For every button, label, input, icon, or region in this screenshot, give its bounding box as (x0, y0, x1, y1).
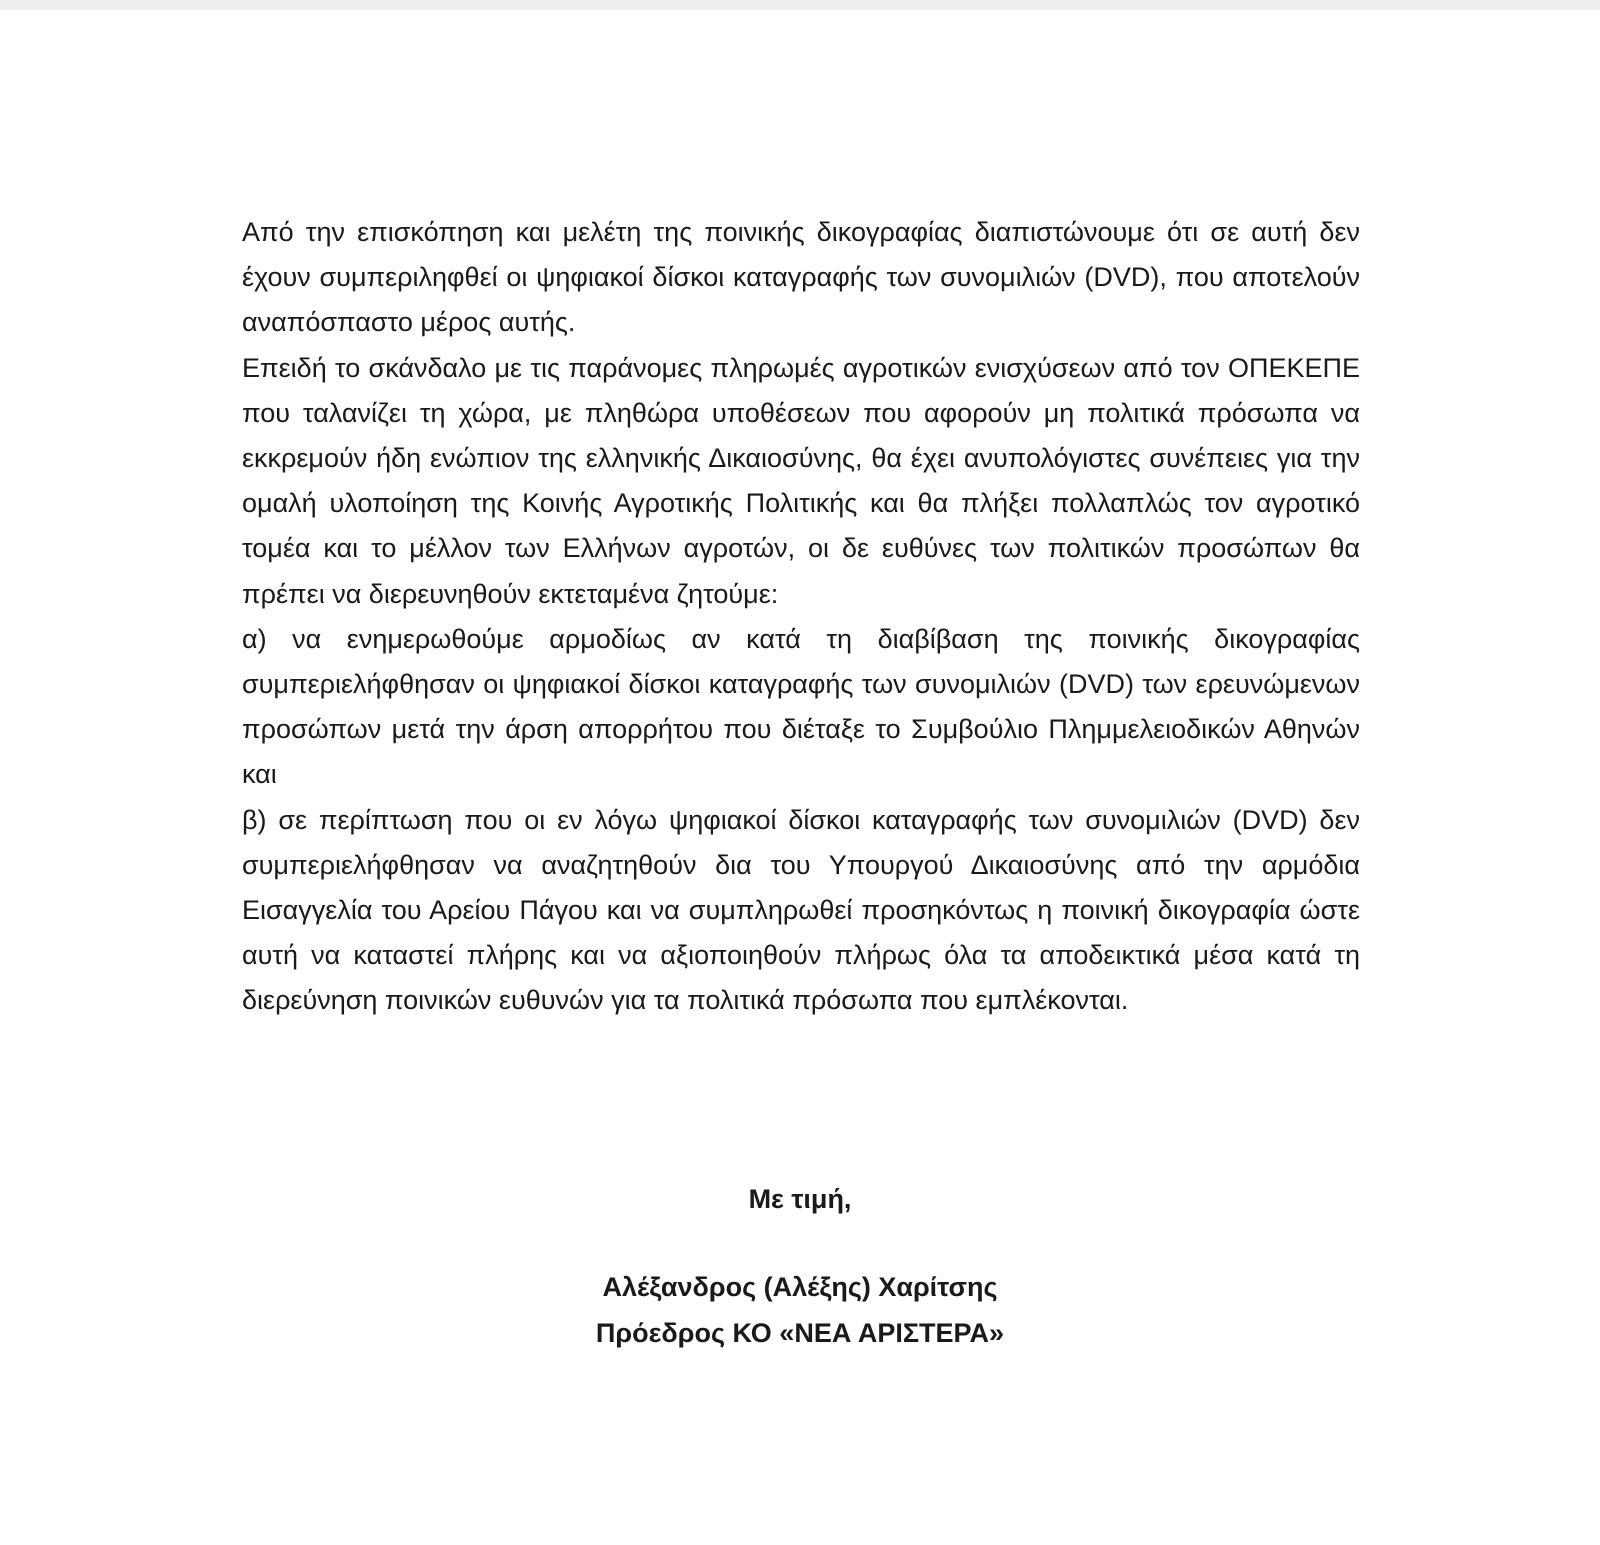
paragraph-intro: Από την επισκόπηση και μελέτη της ποινικής δικογραφίας διαπιστώνουμε ότι σε αυτή δεν έχουν συμπεριληφθεί οι ψηφιακοί δίσκοι καταγραφής των συνομιλιών (DVD), που αποτελούν αναπόσπαστο μέρος αυτής. (242, 217, 1360, 338)
signatory-name: Αλέξανδρος (Αλέξης) Χαρίτσης (602, 1272, 998, 1302)
signatory-title: Πρόεδρος ΚΟ «ΝΕΑ ΑΡΙΣΤΕΡΑ» (595, 1318, 1005, 1348)
paragraph-reasoning: Επειδή το σκάνδαλο με τις παράνομες πληρωμές αγροτικών ενισχύσεων από τον ΟΠΕΚΕΠΕ που ταλανίζει τη χώρα, με πληθώρα υποθέσεων που αφορούν μη πολιτικά πρόσωπα να εκκρεμούν ήδη ενώπιον της ελληνικής Δικαιοσύνης, θα έχει ανυπολόγιστες συνέπειες για την ομαλή υλοποίηση της Κοινής Αγροτικής Πολιτικής και θα πλήξει πολλαπλώς τον αγροτικό τομέα και το μέλλον των Ελλήνων αγροτών, οι δε ευθύνες των πολιτικών προσώπων θα πρέπει να διερευνηθούν εκτεταμένα ζητούμε: (242, 352, 1360, 609)
document-body (242, 210, 1360, 1024)
top-bar (0, 0, 1600, 10)
paragraph-request-a: α) να ενημερωθούμε αρμοδίως αν κατά τη διαβίβαση της ποινικής δικογραφίας συμπεριελήφθησαν οι ψηφιακοί δίσκοι καταγραφής των συνομιλιών (DVD) των ερευνώμενων προσώπων μετά την άρση απορρήτου που διέταξε το Συμβούλιο Πλημμελειοδικών Αθηνών και (242, 623, 1360, 790)
closing-greeting: Με τιμή, (748, 1184, 852, 1214)
paragraph-request-b: β) σε περίπτωση που οι εν λόγω ψηφιακοί δίσκοι καταγραφής των συνομιλιών (DVD) δεν συμπεριελήφθησαν να αναζητηθούν δια του Υπουργού Δικαιοσύνης από την αρμόδια Εισαγγελία του Αρείου Πάγου και να συμπληρωθεί προσηκόντως η ποινική δικογραφία ώστε αυτή να καταστεί πλήρης και να αξιοποιηθούν πλήρως όλα τα αποδεικτικά μέσα κατά τη διερεύνηση ποινικών ευθυνών για τα πολιτικά πρόσωπα που εμπλέκονται. (242, 804, 1360, 1016)
document-page (0, 10, 1600, 1545)
